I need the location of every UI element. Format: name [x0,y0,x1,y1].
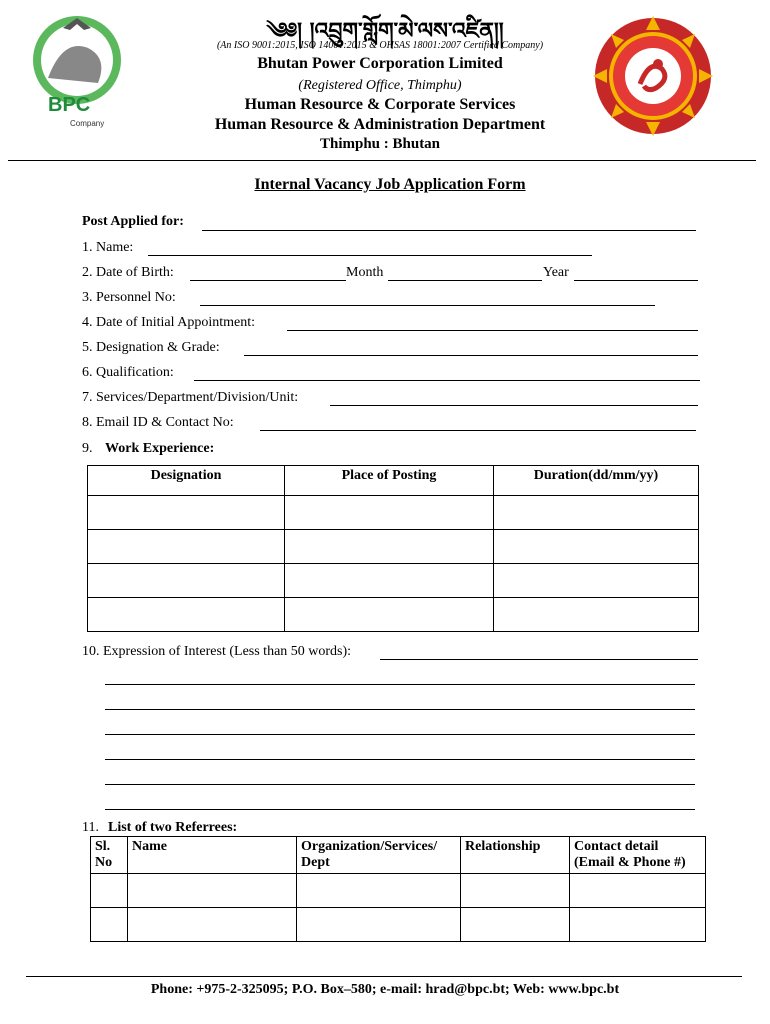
table-cell[interactable] [88,530,285,564]
email-label: 8. Email ID & Contact No: [82,415,234,430]
interest-line[interactable] [105,784,695,785]
table-row [88,530,699,564]
interest-line[interactable] [105,809,695,810]
table-cell[interactable] [128,874,297,908]
table-cell[interactable] [297,874,461,908]
header-divider [8,160,756,161]
dzongkha-title: ༄༅། །འབྲུག་གློག་མེ་ལས་འཛིན།། [266,19,504,44]
division-text: Human Resource & Corporate Services [244,96,516,113]
col-name: Name [128,837,297,874]
name-field[interactable] [148,255,592,256]
work-exp-num: 9. [82,441,93,456]
col-relationship: Relationship [461,837,570,874]
table-header-row [88,466,699,496]
table-cell[interactable] [570,874,706,908]
footer-divider [26,976,742,977]
services-field[interactable] [330,405,698,406]
designation-label: 5. Designation & Grade: [82,340,220,355]
appointment-label: 4. Date of Initial Appointment: [82,315,256,330]
appointment-field[interactable] [287,330,698,331]
post-applied-field[interactable] [202,230,696,231]
certification-text: (An ISO 9001:2015, ISO 14001:2015 & OHSAS 18001:2007 Certified Company) [216,40,544,51]
table-cell[interactable] [88,598,285,632]
table-cell[interactable] [285,564,494,598]
interest-line[interactable] [105,734,695,735]
bpc-logo [18,8,136,136]
table-cell[interactable] [494,598,699,632]
personnel-field[interactable] [200,305,655,306]
interest-line[interactable] [105,709,695,710]
referees-table [90,836,706,942]
month-label: Month [346,265,384,280]
table-cell[interactable] [88,496,285,530]
company-name: Bhutan Power Corporation Limited [257,55,503,72]
table-cell[interactable] [461,874,570,908]
form-title: Internal Vacancy Job Application Form [254,176,526,193]
qualification-field[interactable] [194,380,700,381]
qualification-label: 6. Qualification: [82,365,174,380]
name-label: 1. Name: [82,240,134,255]
col-contact: Contact detail (Email & Phone #) [570,837,706,874]
svg-text:BPC: BPC [48,94,91,116]
designation-field[interactable] [244,355,698,356]
table-row [88,564,699,598]
table-cell[interactable] [570,908,706,942]
table-cell[interactable] [91,908,128,942]
table-cell[interactable] [285,598,494,632]
table-cell[interactable] [285,496,494,530]
email-field[interactable] [260,430,696,431]
svg-text:Company: Company [70,119,105,128]
table-cell[interactable] [88,564,285,598]
year-label: Year [543,265,569,280]
location-text: Thimphu : Bhutan [319,136,441,152]
table-cell[interactable] [91,874,128,908]
col-duration: Duration(dd/mm/yy) [494,466,699,496]
table-cell[interactable] [461,908,570,942]
dob-month-field[interactable] [388,280,542,281]
footer-contact: Phone: +975-2-325095; P.O. Box–580; e-mail: hrad@bpc.bt; Web: www.bpc.bt [150,982,620,997]
table-cell[interactable] [128,908,297,942]
table-cell[interactable] [297,908,461,942]
interest-line[interactable] [105,759,695,760]
table-cell[interactable] [494,530,699,564]
table-row [91,908,706,942]
table-cell[interactable] [285,530,494,564]
referees-num: 11. [82,820,99,835]
dob-label: 2. Date of Birth: [82,265,174,280]
post-applied-label: Post Applied for: [82,214,184,229]
table-row [91,874,706,908]
col-sl-no: Sl. No [91,837,128,874]
department-text: Human Resource & Administration Department [214,116,546,133]
table-row [88,598,699,632]
col-organization: Organization/Services/ Dept [297,837,461,874]
table-row [88,496,699,530]
interest-line[interactable] [105,684,695,685]
col-designation: Designation [88,466,285,496]
table-header-row [91,837,706,874]
interest-field[interactable] [380,659,698,660]
office-text: (Registered Office, Thimphu) [298,78,462,93]
personnel-label: 3. Personnel No: [82,290,176,305]
table-cell[interactable] [494,496,699,530]
referees-label: List of two Referrees: [108,820,238,835]
interest-label: 10. Expression of Interest (Less than 50 words): [82,644,352,659]
col-place: Place of Posting [285,466,494,496]
work-exp-label: Work Experience: [105,441,215,456]
services-label: 7. Services/Department/Division/Unit: [82,390,299,405]
dob-year-field[interactable] [574,280,698,281]
table-cell[interactable] [494,564,699,598]
work-experience-table [87,465,699,632]
dob-day-field[interactable] [190,280,346,281]
